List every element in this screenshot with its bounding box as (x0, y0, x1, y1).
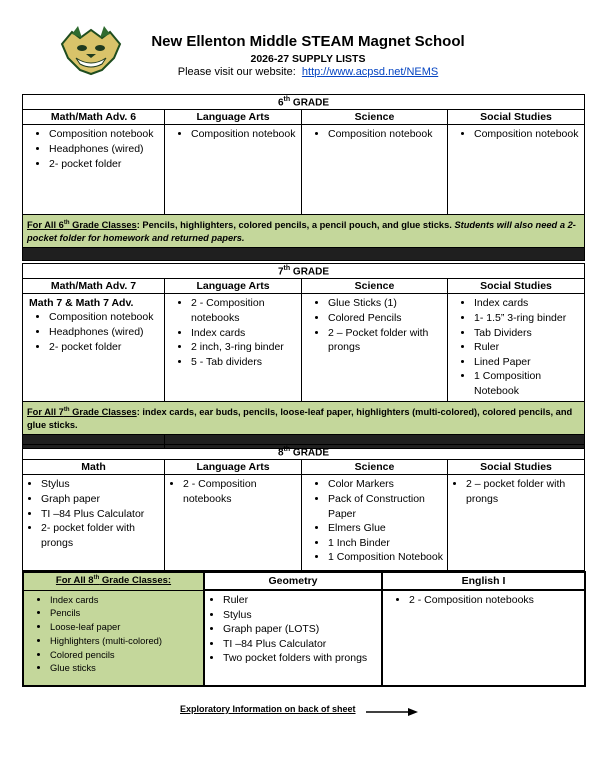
list-item: • 1 Composition Notebook (474, 369, 584, 398)
col-math: Math/Math Adv. 7 (23, 279, 165, 294)
grade-8-la-list (165, 475, 302, 571)
list-item: • Headphones (wired) (49, 142, 164, 157)
list-item: • Loose-leaf paper (50, 620, 203, 634)
col-social-studies: Social Studies (448, 460, 585, 475)
col-social-studies: Social Studies (448, 279, 585, 294)
footer-note: Exploratory Information on back of sheet (180, 704, 356, 714)
list-item: • Index cards (474, 296, 584, 311)
list-item: • 2 - Composition notebooks (191, 296, 301, 325)
list-item: • Headphones (wired) (49, 325, 164, 340)
list-item: • Composition notebook (191, 127, 301, 142)
list-item: • 2- pocket folder with prongs (41, 521, 164, 550)
list-item: • Ruler (223, 593, 381, 608)
col-language-arts: Language Arts (165, 110, 302, 125)
english-title: English I (382, 572, 585, 590)
grade-7-la-list (165, 294, 302, 402)
geometry-list (204, 590, 382, 686)
list-item: • Index cards (191, 326, 301, 341)
page-header (0, 0, 609, 90)
list-item: • Stylus (41, 477, 164, 492)
list-item: • 2- pocket folder (49, 340, 164, 355)
grade-7-science-list (302, 294, 448, 402)
math-7-lead: Math 7 & Math 7 Adv. (29, 297, 134, 310)
list-item: • 5 - Tab dividers (191, 355, 301, 370)
grade-7-math-list (23, 294, 165, 402)
list-item: • Index cards (50, 593, 203, 607)
grade-8-title: 8th GRADE (23, 445, 585, 460)
website-line (148, 66, 468, 78)
visit-text: Please visit our website: (177, 66, 296, 78)
col-science: Science (302, 460, 448, 475)
list-item: • Pack of Construction Paper (328, 492, 447, 521)
list-item: • 1 Inch Binder (328, 536, 447, 551)
list-item: • Tab Dividers (474, 326, 584, 341)
grade-6-table (22, 94, 585, 261)
list-item: • Composition notebook (49, 127, 164, 142)
grade-7-all-classes-note: For All 7th Grade Classes: index cards, ear buds, pencils, loose-leaf paper, highlighters (multi-colored), colored pencils, and glue sticks. (23, 402, 585, 435)
list-item: • 2 – Pocket folder with prongs (328, 326, 447, 355)
list-item: • Color Markers (328, 477, 447, 492)
grade-7-title: 7th GRADE (23, 264, 585, 279)
english-list (382, 590, 585, 686)
col-language-arts: Language Arts (165, 279, 302, 294)
list-item: • Elmers Glue (328, 521, 447, 536)
list-item: • Colored Pencils (328, 311, 447, 326)
grade-8-extra-table (22, 571, 586, 687)
divider-bar (23, 248, 585, 261)
grade-6-science-list (302, 125, 448, 215)
list-item: • 2 - Composition notebooks (183, 477, 301, 506)
grade-8-math-list (23, 475, 165, 571)
col-social-studies: Social Studies (448, 110, 585, 125)
right-arrow-icon (366, 708, 418, 716)
list-item: • Composition notebook (49, 310, 164, 325)
list-item: • 1- 1.5” 3-ring binder (474, 311, 584, 326)
supply-list-title: 2026-27 SUPPLY LISTS (250, 53, 366, 65)
grade-6-title: 6th GRADE (23, 95, 585, 110)
col-language-arts: Language Arts (165, 460, 302, 475)
list-item: • 2 - Composition notebooks (409, 593, 584, 608)
grade-6-all-classes-note: For All 6th Grade Classes: Pencils, highlighters, colored pencils, a pencil pouch, and glue sticks. Students will also need a 2-pocket folder for homework and returned papers. (23, 215, 585, 248)
grade-6-la-list (165, 125, 302, 215)
list-item: • Glue Sticks (1) (328, 296, 447, 311)
grade-7-social-list (448, 294, 585, 402)
list-item: • Lined Paper (474, 355, 584, 370)
list-item: • Graph paper (LOTS) (223, 622, 381, 637)
grade-8-science-list (302, 475, 448, 571)
list-item: • TI –84 Plus Calculator (41, 507, 164, 522)
list-item: • Graph paper (41, 492, 164, 507)
website-link[interactable]: http://www.acpsd.net/NEMS (301, 66, 439, 78)
geometry-title: Geometry (204, 572, 382, 590)
grade-6-math-list (23, 125, 165, 215)
grade-8-all-classes-label: For All 8th Grade Classes: (23, 572, 204, 590)
list-item: • Stylus (223, 608, 381, 623)
school-mascot-logo-icon (58, 24, 124, 76)
list-item: • Pencils (50, 606, 203, 620)
school-name: New Ellenton Middle STEAM Magnet School (151, 33, 465, 50)
list-item: • Two pocket folders with prongs (223, 651, 381, 666)
col-science: Science (302, 279, 448, 294)
list-item: • Colored pencils (50, 648, 203, 662)
list-item: • 2 inch, 3-ring binder (191, 340, 301, 355)
grade-6-social-list (448, 125, 585, 215)
grade-8-table (22, 444, 585, 571)
list-item: • 2 – pocket folder with prongs (466, 477, 584, 506)
list-item: • Highlighters (multi-colored) (50, 634, 203, 648)
col-science: Science (302, 110, 448, 125)
list-item: • Composition notebook (328, 127, 447, 142)
list-item: • Glue sticks (50, 661, 203, 675)
list-item: • 2- pocket folder (49, 157, 164, 172)
list-item: • Composition notebook (474, 127, 584, 142)
grade-8-social-list (448, 475, 585, 571)
list-item: • Ruler (474, 340, 584, 355)
grade-7-table (22, 263, 585, 449)
list-item: • 1 Composition Notebook (328, 550, 447, 565)
col-math: Math (23, 460, 165, 475)
list-item: • TI –84 Plus Calculator (223, 637, 381, 652)
col-math: Math/Math Adv. 6 (23, 110, 165, 125)
grade-8-all-classes-list (23, 590, 204, 686)
